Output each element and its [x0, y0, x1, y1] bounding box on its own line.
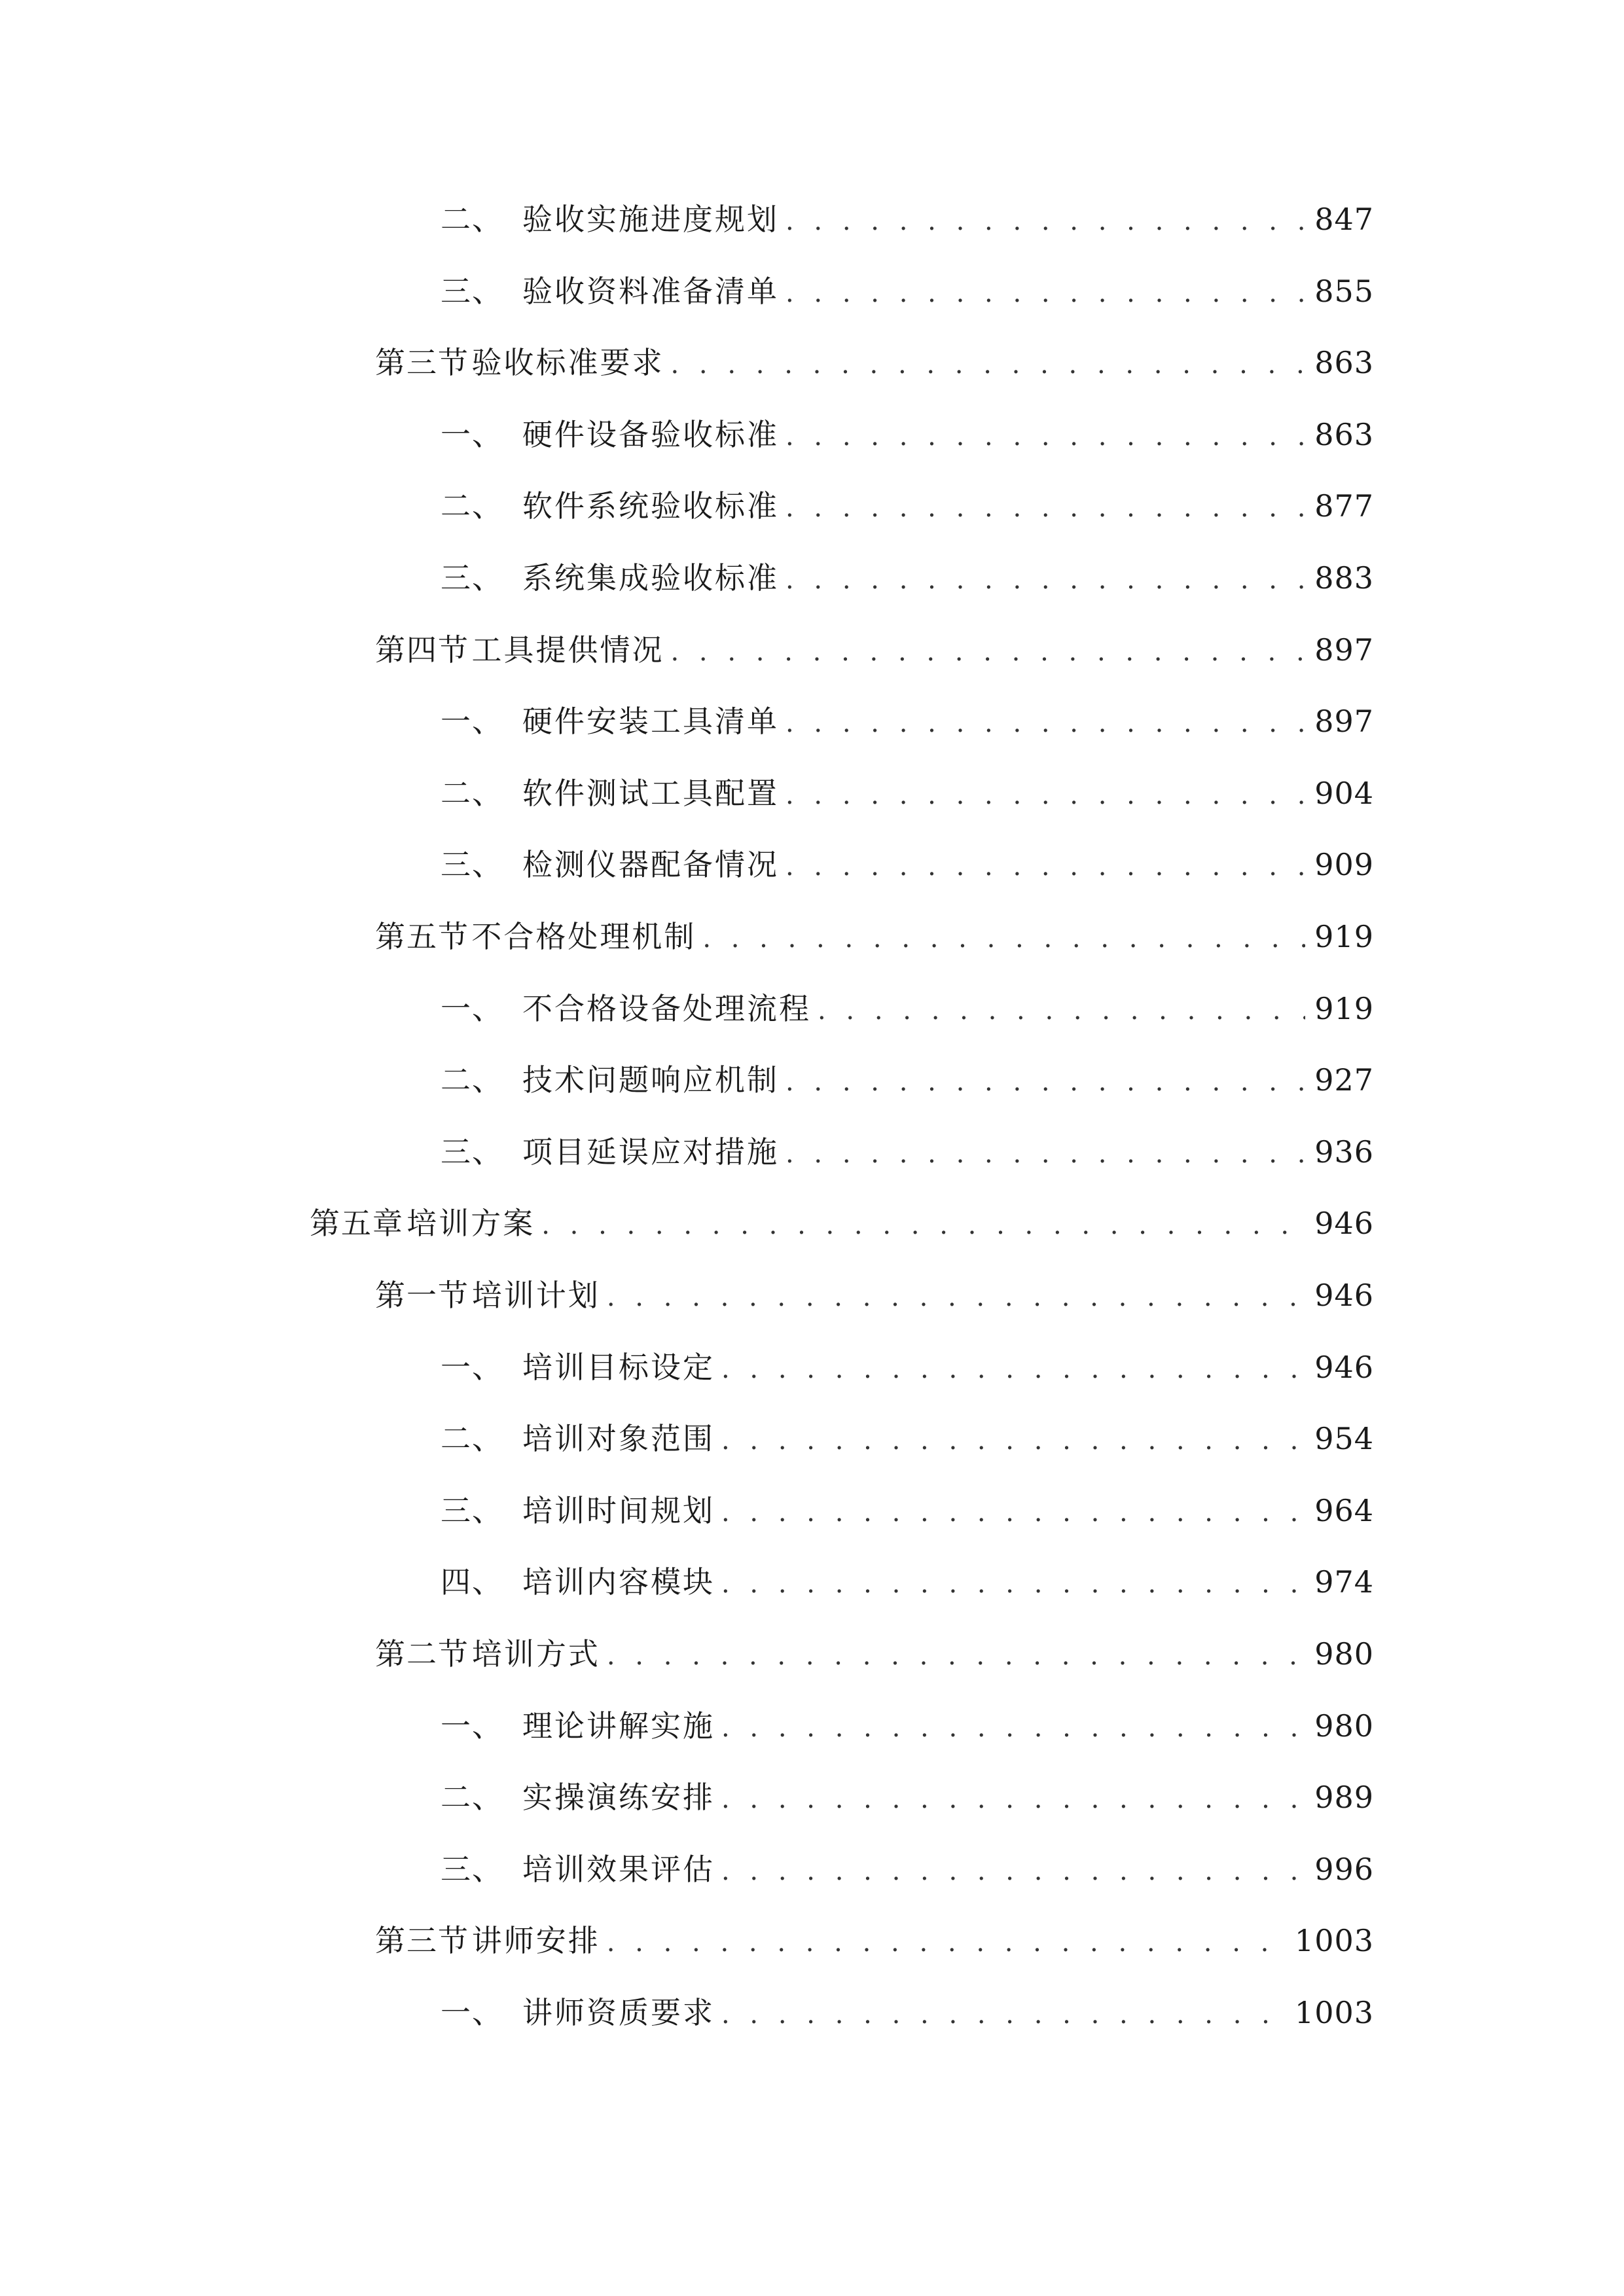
dot-leader: [785, 485, 1305, 531]
toc-entry-title: 不合格设备处理流程: [522, 991, 811, 1026]
toc-entry[interactable]: [310, 1200, 1374, 1246]
toc-entry[interactable]: [375, 1918, 1374, 1964]
toc-entry-title: 硬件设备验收标准: [522, 417, 779, 452]
toc-entry[interactable]: [441, 1703, 1374, 1749]
toc-entry-number: 三、: [441, 560, 503, 596]
toc-entry[interactable]: [441, 196, 1374, 242]
toc-entry-page-number: 964: [1314, 1493, 1374, 1528]
toc-entry-page-number: 863: [1314, 417, 1374, 452]
dot-leader: [785, 414, 1305, 459]
toc-entry-title: 系统集成验收标准: [522, 560, 779, 596]
toc-entry-title: 培训时间规划: [522, 1493, 715, 1528]
toc-entry-page-number: 936: [1314, 1134, 1374, 1170]
toc-entry[interactable]: [441, 1846, 1374, 1892]
dot-leader: [541, 1202, 1305, 1248]
toc-entry-title: 验收资料准备清单: [522, 274, 779, 309]
toc-entry[interactable]: [375, 1272, 1374, 1318]
toc-entry[interactable]: [441, 1129, 1374, 1175]
toc-entry-number: 四、: [441, 1564, 503, 1600]
toc-entry[interactable]: [441, 770, 1374, 816]
toc-entry-page-number: 927: [1314, 1062, 1374, 1098]
toc-entry-title: 培训内容模块: [522, 1564, 715, 1600]
toc-entry-page-number: 883: [1314, 560, 1374, 596]
toc-entry-page-number: 904: [1314, 776, 1374, 811]
dot-leader: [671, 342, 1306, 387]
toc-entry-number: 三、: [441, 1852, 503, 1887]
toc-entry-page-number: 897: [1314, 632, 1374, 668]
dot-leader: [607, 1920, 1286, 1965]
toc-entry-title: 项目延误应对措施: [522, 1134, 779, 1170]
toc-entry[interactable]: [441, 698, 1374, 744]
dot-leader: [785, 270, 1305, 316]
dot-leader: [721, 1490, 1305, 1535]
toc-entry-title: 培训对象范围: [522, 1421, 715, 1456]
toc-entry-number: 二、: [441, 1780, 503, 1815]
toc-entry[interactable]: [441, 412, 1374, 457]
toc-entry-title: 讲师资质要求: [522, 1995, 715, 2030]
toc-entry-number: 第四节: [375, 632, 469, 668]
toc-entry-title: 培训计划: [471, 1278, 600, 1313]
toc-entry-number: 二、: [441, 1062, 503, 1098]
toc-entry-page-number: 989: [1314, 1780, 1374, 1815]
dot-leader: [818, 988, 1305, 1033]
toc-entry-page-number: 996: [1314, 1852, 1374, 1887]
dot-leader: [785, 844, 1305, 889]
toc-entry[interactable]: [441, 842, 1374, 888]
toc-entry[interactable]: [441, 1488, 1374, 1534]
dot-leader: [785, 700, 1305, 746]
toc-entry-number: 第二节: [375, 1636, 469, 1672]
toc-entry-page-number: 863: [1314, 345, 1374, 380]
toc-entry-page-number: 1003: [1294, 1923, 1374, 1958]
toc-entry-page-number: 946: [1314, 1206, 1374, 1241]
toc-entry[interactable]: [441, 1559, 1374, 1605]
toc-entry-page-number: 855: [1314, 274, 1374, 309]
toc-entry-title: 软件测试工具配置: [522, 776, 779, 811]
toc-entry-page-number: 974: [1314, 1564, 1374, 1600]
dot-leader: [671, 629, 1306, 675]
toc-entry[interactable]: [441, 1774, 1374, 1820]
toc-entry-number: 第五节: [375, 919, 469, 954]
toc-entry-number: 三、: [441, 1134, 503, 1170]
toc-entry-title: 硬件安装工具清单: [522, 704, 779, 739]
toc-entry-title: 验收实施进度规划: [522, 202, 779, 237]
toc-entry-page-number: 877: [1314, 488, 1374, 524]
toc-entry-number: 二、: [441, 488, 503, 524]
toc-entry-title: 实操演练安排: [522, 1780, 715, 1815]
toc-entry[interactable]: [441, 1057, 1374, 1103]
toc-entry-number: 一、: [441, 991, 503, 1026]
dot-leader: [607, 1633, 1305, 1679]
dot-leader: [785, 772, 1305, 818]
toc-entry-page-number: 954: [1314, 1421, 1374, 1456]
toc-entry-title: 检测仪器配备情况: [522, 847, 779, 882]
toc-entry-number: 三、: [441, 274, 503, 309]
toc-entry-page-number: 980: [1314, 1636, 1374, 1672]
dot-leader: [721, 1776, 1305, 1822]
toc-entry-title: 培训方式: [471, 1636, 600, 1672]
toc-entry-number: 一、: [441, 1350, 503, 1385]
dot-leader: [607, 1274, 1305, 1320]
toc-entry-number: 二、: [441, 202, 503, 237]
toc-entry-title: 培训方案: [406, 1206, 535, 1241]
toc-entry[interactable]: [375, 1631, 1374, 1677]
toc-entry-page-number: 946: [1314, 1350, 1374, 1385]
toc-entry-page-number: 946: [1314, 1278, 1374, 1313]
toc-entry-title: 不合格处理机制: [471, 919, 696, 954]
toc-entry-number: 一、: [441, 1995, 503, 2030]
dot-leader: [785, 1131, 1305, 1177]
toc-entry[interactable]: [441, 483, 1374, 529]
toc-entry-page-number: 919: [1314, 919, 1374, 954]
toc-entry[interactable]: [375, 914, 1374, 960]
toc-entry[interactable]: [375, 340, 1374, 386]
toc-entry[interactable]: [441, 1990, 1374, 2036]
toc-entry-title: 培训目标设定: [522, 1350, 715, 1385]
toc-entry-page-number: 919: [1314, 991, 1374, 1026]
dot-leader: [721, 1346, 1305, 1392]
dot-leader: [721, 1705, 1305, 1751]
dot-leader: [721, 1561, 1305, 1607]
toc-entry[interactable]: [441, 1416, 1374, 1462]
toc-entry[interactable]: [441, 986, 1374, 1031]
toc-entry-title: 工具提供情况: [471, 632, 664, 668]
toc-entry-number: 第三节: [375, 345, 469, 380]
toc-entry-number: 第三节: [375, 1923, 469, 1958]
toc-entry[interactable]: [441, 555, 1374, 601]
dot-leader: [785, 557, 1305, 603]
toc-entry-title: 验收标准要求: [471, 345, 664, 380]
toc-entry-title: 理论讲解实施: [522, 1708, 715, 1744]
toc-entry-title: 培训效果评估: [522, 1852, 715, 1887]
toc-entry-number: 一、: [441, 1708, 503, 1744]
toc-entry-page-number: 897: [1314, 704, 1374, 739]
dot-leader: [702, 916, 1305, 961]
toc-entry-title: 软件系统验收标准: [522, 488, 779, 524]
toc-entry-title: 讲师安排: [471, 1923, 600, 1958]
toc-entry-number: 二、: [441, 1421, 503, 1456]
toc-entry-number: 第一节: [375, 1278, 469, 1313]
dot-leader: [721, 1992, 1286, 2037]
toc-entry-number: 一、: [441, 704, 503, 739]
toc-entry[interactable]: [441, 268, 1374, 314]
toc-entry-number: 三、: [441, 847, 503, 882]
toc-entry[interactable]: [375, 627, 1374, 673]
toc-entry-page-number: 909: [1314, 847, 1374, 882]
toc-entry-number: 二、: [441, 776, 503, 811]
toc-entry-page-number: 980: [1314, 1708, 1374, 1744]
toc-entry-page-number: 847: [1314, 202, 1374, 237]
dot-leader: [721, 1418, 1305, 1463]
toc-entry-number: 第五章: [310, 1206, 404, 1241]
toc-entry-page-number: 1003: [1294, 1995, 1374, 2030]
toc-entry-title: 技术问题响应机制: [522, 1062, 779, 1098]
toc-entry[interactable]: [441, 1344, 1374, 1390]
dot-leader: [785, 198, 1305, 244]
toc-entry-number: 三、: [441, 1493, 503, 1528]
dot-leader: [785, 1059, 1305, 1105]
toc-entry-number: 一、: [441, 417, 503, 452]
dot-leader: [721, 1848, 1305, 1894]
